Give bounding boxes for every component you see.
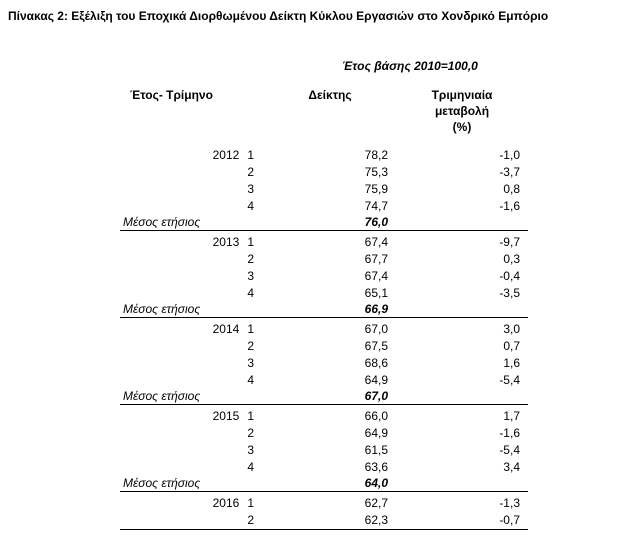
index-value: 67,7 bbox=[364, 252, 388, 266]
index-value: 67,5 bbox=[364, 339, 388, 353]
period-cell bbox=[120, 355, 264, 372]
index-value: 75,3 bbox=[364, 165, 388, 179]
change-value: -0,7 bbox=[396, 512, 528, 530]
period-cell bbox=[120, 425, 264, 442]
header-index-label: Δείκτης bbox=[308, 88, 352, 102]
change-value: -0,4 bbox=[499, 269, 520, 283]
table-title: Πίνακας 2: Εξέλιξη του Εποχικά Διορθωμένου Δείκτη Κύκλου Εργασιών στο Χονδρικό Εμπόριο bbox=[8, 9, 549, 23]
change-value: -9,7 bbox=[499, 235, 520, 249]
quarter-label: 2 bbox=[247, 513, 254, 527]
annual-average-label: Μέσος ετήσιος bbox=[120, 302, 264, 318]
change-value: 1,7 bbox=[503, 409, 520, 423]
quarter-label: 4 bbox=[247, 460, 254, 474]
table-row bbox=[120, 372, 528, 389]
annual-average-label: Μέσος ετήσιος bbox=[120, 476, 264, 492]
index-value: 67,0 bbox=[364, 322, 388, 336]
period-cell bbox=[120, 198, 264, 215]
change-value: -3,7 bbox=[499, 165, 520, 179]
period-cell bbox=[120, 164, 264, 181]
quarter-label: 4 bbox=[247, 199, 254, 213]
index-value: 66,0 bbox=[364, 409, 388, 423]
table-row bbox=[120, 285, 528, 302]
annual-average-label: Μέσος ετήσιος bbox=[120, 389, 264, 405]
period-cell bbox=[120, 318, 264, 339]
change-value: -1,3 bbox=[499, 496, 520, 510]
table-body bbox=[120, 144, 528, 530]
annual-average-row bbox=[120, 389, 528, 405]
change-value: -1,0 bbox=[499, 148, 520, 162]
table-row bbox=[120, 318, 528, 339]
year-label: 2015 bbox=[212, 409, 240, 423]
index-value: 67,4 bbox=[364, 235, 388, 249]
change-value: -5,4 bbox=[499, 443, 520, 457]
quarter-label: 4 bbox=[247, 373, 254, 387]
quarter-label: 1 bbox=[247, 409, 254, 423]
index-value: 65,1 bbox=[364, 286, 388, 300]
quarter-label: 4 bbox=[247, 286, 254, 300]
annual-average-row bbox=[120, 476, 528, 492]
period-cell bbox=[120, 251, 264, 268]
header-period-label: Έτος- Τρίμηνο bbox=[130, 88, 213, 102]
annual-average-row bbox=[120, 215, 528, 231]
period-cell bbox=[120, 459, 264, 476]
table-row bbox=[120, 164, 528, 181]
period-cell bbox=[120, 144, 264, 164]
index-value: 75,9 bbox=[364, 182, 388, 196]
header-change-unit: (%) bbox=[452, 120, 472, 134]
header-change-line2: μεταβολή bbox=[434, 104, 490, 118]
table-row bbox=[120, 512, 528, 530]
change-value: 1,6 bbox=[503, 356, 520, 370]
header-index bbox=[264, 85, 396, 144]
quarter-label: 2 bbox=[247, 426, 254, 440]
change-value: 0,7 bbox=[503, 339, 520, 353]
period-cell bbox=[120, 231, 264, 252]
table-row bbox=[120, 338, 528, 355]
change-value: -1,6 bbox=[499, 426, 520, 440]
index-value: 67,4 bbox=[364, 269, 388, 283]
quarter-label: 3 bbox=[247, 443, 254, 457]
quarter-label: 1 bbox=[247, 148, 254, 162]
period-cell bbox=[120, 512, 264, 530]
index-value: 63,6 bbox=[364, 460, 388, 474]
index-value: 68,6 bbox=[364, 356, 388, 370]
table-row bbox=[120, 442, 528, 459]
table-row bbox=[120, 405, 528, 426]
table-row bbox=[120, 251, 528, 268]
table-row bbox=[120, 144, 528, 164]
table-row bbox=[120, 355, 528, 372]
year-label: 2014 bbox=[212, 322, 240, 336]
table-row bbox=[120, 492, 528, 513]
annual-average-label: Μέσος ετήσιος bbox=[120, 215, 264, 231]
change-value: -1,6 bbox=[499, 199, 520, 213]
header-change-line1: Τριμηνιαία bbox=[431, 88, 493, 102]
quarter-label: 2 bbox=[247, 165, 254, 179]
period-cell bbox=[120, 442, 264, 459]
table-header-row bbox=[120, 85, 528, 144]
table-row bbox=[120, 459, 528, 476]
quarter-label: 3 bbox=[247, 269, 254, 283]
header-period bbox=[120, 85, 264, 144]
year-label: 2013 bbox=[212, 235, 240, 249]
year-label: 2016 bbox=[212, 496, 240, 510]
table-row bbox=[120, 231, 528, 252]
quarter-label: 1 bbox=[247, 496, 254, 510]
index-value: 61,5 bbox=[364, 443, 388, 457]
period-cell bbox=[120, 338, 264, 355]
annual-average-empty bbox=[396, 389, 528, 405]
change-value: 0,8 bbox=[503, 182, 520, 196]
quarter-label: 2 bbox=[247, 339, 254, 353]
annual-average-row bbox=[120, 302, 528, 318]
index-table bbox=[120, 85, 528, 530]
index-value: 78,2 bbox=[364, 148, 388, 162]
change-value: -5,4 bbox=[499, 373, 520, 387]
quarter-label: 2 bbox=[247, 252, 254, 266]
period-cell bbox=[120, 405, 264, 426]
period-cell bbox=[120, 268, 264, 285]
annual-average-value: 64,0 bbox=[264, 476, 396, 492]
index-value: 62,7 bbox=[364, 496, 388, 510]
period-cell bbox=[120, 285, 264, 302]
change-value: 3,4 bbox=[503, 460, 520, 474]
period-cell bbox=[120, 492, 264, 513]
index-value: 74,7 bbox=[364, 199, 388, 213]
annual-average-empty bbox=[396, 476, 528, 492]
quarter-label: 3 bbox=[247, 182, 254, 196]
index-value: 62,3 bbox=[264, 512, 396, 530]
annual-average-empty bbox=[396, 215, 528, 231]
quarter-label: 1 bbox=[247, 235, 254, 249]
change-value: -3,5 bbox=[499, 286, 520, 300]
index-value: 64,9 bbox=[364, 373, 388, 387]
annual-average-value: 76,0 bbox=[264, 215, 396, 231]
change-value: 3,0 bbox=[503, 322, 520, 336]
year-label: 2012 bbox=[212, 148, 240, 162]
base-year-note: Έτος βάσης 2010=100,0 bbox=[342, 59, 478, 73]
period-cell bbox=[120, 372, 264, 389]
header-change bbox=[396, 85, 528, 144]
quarter-label: 3 bbox=[247, 356, 254, 370]
annual-average-value: 67,0 bbox=[264, 389, 396, 405]
annual-average-value: 66,9 bbox=[264, 302, 396, 318]
table-row bbox=[120, 268, 528, 285]
index-value: 64,9 bbox=[364, 426, 388, 440]
table-row bbox=[120, 181, 528, 198]
period-cell bbox=[120, 181, 264, 198]
change-value: 0,3 bbox=[503, 252, 520, 266]
table-row bbox=[120, 198, 528, 215]
annual-average-empty bbox=[396, 302, 528, 318]
quarter-label: 1 bbox=[247, 322, 254, 336]
table-row bbox=[120, 425, 528, 442]
